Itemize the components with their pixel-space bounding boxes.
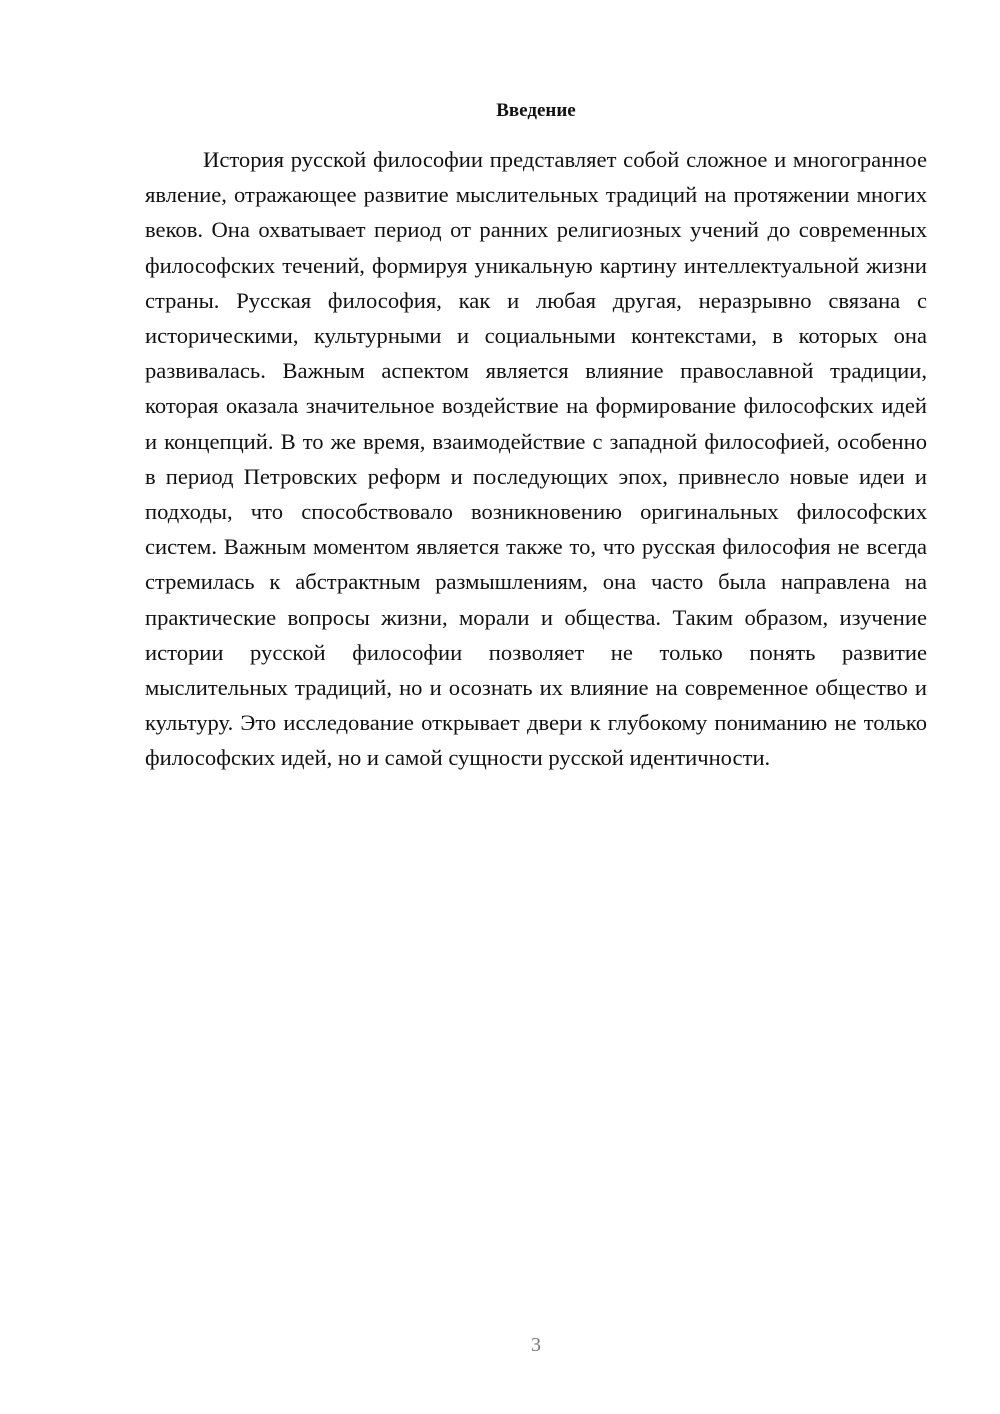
page-number: 3 <box>531 1334 541 1356</box>
section-title: Введение <box>496 100 576 121</box>
body-paragraph: История русской философии представляет собой сложное и многогранное явление, отражающее развитие мыслительных традиций на протяжении многих веков. Она охватывает период от ранних религиозных учений до современных философских течений, формируя уникальную картину интеллектуальной жизни страны. Русская философия, как и любая другая, неразрывно связана с историческими, культурными и социальными контекстами, в которых она развивалась. Важным аспектом является влияние православной традиции, которая оказала значительное воздействие на формирование философских идей и концепций. В то же время, взаимодействие с западной философией, особенно в период Петровских реформ и последующих эпох, привнесло новые идеи и подходы, что способствовало возникновению оригинальных философских систем. Важным моментом является также то, что русская философия не всегда стремилась к абстрактным размышлениям, она часто была направлена на практические вопросы жизни, морали и общества. Таким образом, изучение истории русской философии позволяет не только понять развитие мыслительных традиций, но и осознать их влияние на современное общество и культуру. Это исследование открывает двери к глубокому пониманию не только философских идей, но и самой сущности русской идентичности. <box>145 147 927 771</box>
